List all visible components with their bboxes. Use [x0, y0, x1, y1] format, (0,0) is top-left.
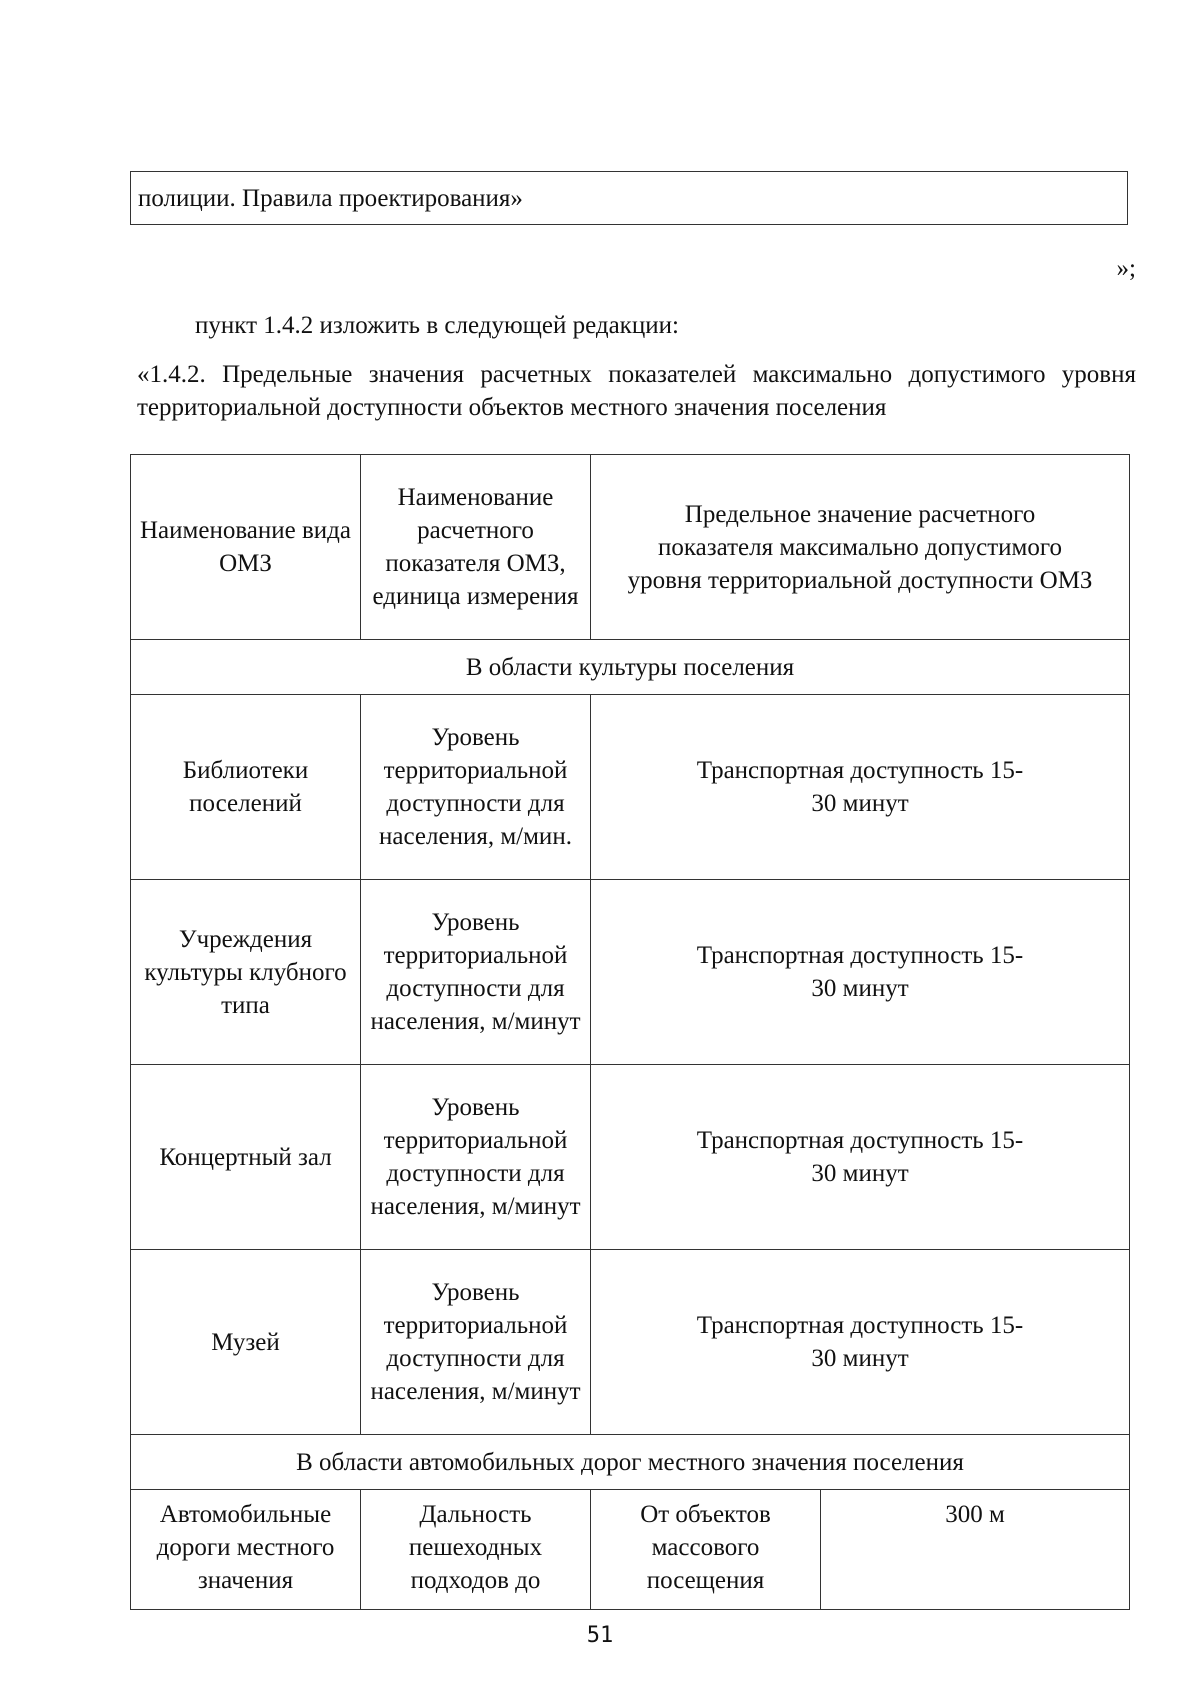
row-type-cell: Концертный зал	[131, 1065, 361, 1250]
section-roads-cell: В области автомобильных дорог местного значения поселения	[131, 1435, 1130, 1490]
row-type-cell: Учреждения культуры клубного типа	[131, 880, 361, 1065]
section-culture-cell: В области культуры поселения	[131, 640, 1130, 695]
road-indicator-cell: Дальность пешеходных подходов до	[361, 1490, 591, 1610]
previous-table-text: полиции. Правила проектирования»	[138, 185, 523, 212]
table-row	[131, 1250, 1130, 1435]
row-type-cell: Библиотеки поселений	[131, 695, 361, 880]
row-indicator-cell: Уровень территориальной доступности для населения, м/минут	[361, 1065, 591, 1250]
table-row	[131, 1065, 1130, 1250]
road-object-cell: От объектов массового посещения	[591, 1490, 821, 1610]
road-type-cell: Автомобильные дороги местного значения	[131, 1490, 361, 1610]
row-value-cell: Транспортная доступность 15-30 минут	[591, 695, 1130, 880]
row-type-cell: Музей	[131, 1250, 361, 1435]
row-value-cell: Транспортная доступность 15-30 минут	[591, 1250, 1130, 1435]
table-section-row	[131, 1435, 1130, 1490]
table-row	[131, 1490, 1130, 1610]
row-value-cell: Транспортная доступность 15-30 минут	[591, 880, 1130, 1065]
closing-quote: »;	[1116, 255, 1136, 282]
row-value-cell: Транспортная доступность 15-30 минут	[591, 1065, 1130, 1250]
table-row	[131, 880, 1130, 1065]
page-number: 51	[586, 1623, 614, 1648]
road-value-cell: 300 м	[821, 1490, 1130, 1610]
header-cell-limit-value: Предельное значение расчетного показателя максимально допустимого уровня территориальной доступности ОМЗ	[591, 455, 1130, 640]
table-header-row	[131, 455, 1130, 640]
amendment-intro-paragraph: пункт 1.4.2 изложить в следующей редакции:	[195, 312, 679, 339]
previous-table-cell	[130, 171, 1128, 225]
row-indicator-cell: Уровень территориальной доступности для населения, м/минут	[361, 880, 591, 1065]
row-indicator-cell: Уровень территориальной доступности для населения, м/мин.	[361, 695, 591, 880]
table-section-row	[131, 640, 1130, 695]
section-title-paragraph: «1.4.2. Предельные значения расчетных показателей максимально допустимого уровня территориальной доступности объектов местного значения поселения	[137, 361, 1136, 421]
row-indicator-cell: Уровень территориальной доступности для населения, м/минут	[361, 1250, 591, 1435]
header-cell-type: Наименование вида ОМЗ	[131, 455, 361, 640]
table-row	[131, 695, 1130, 880]
accessibility-table	[130, 454, 1130, 1610]
header-cell-indicator: Наименование расчетного показателя ОМЗ, единица измерения	[361, 455, 591, 640]
